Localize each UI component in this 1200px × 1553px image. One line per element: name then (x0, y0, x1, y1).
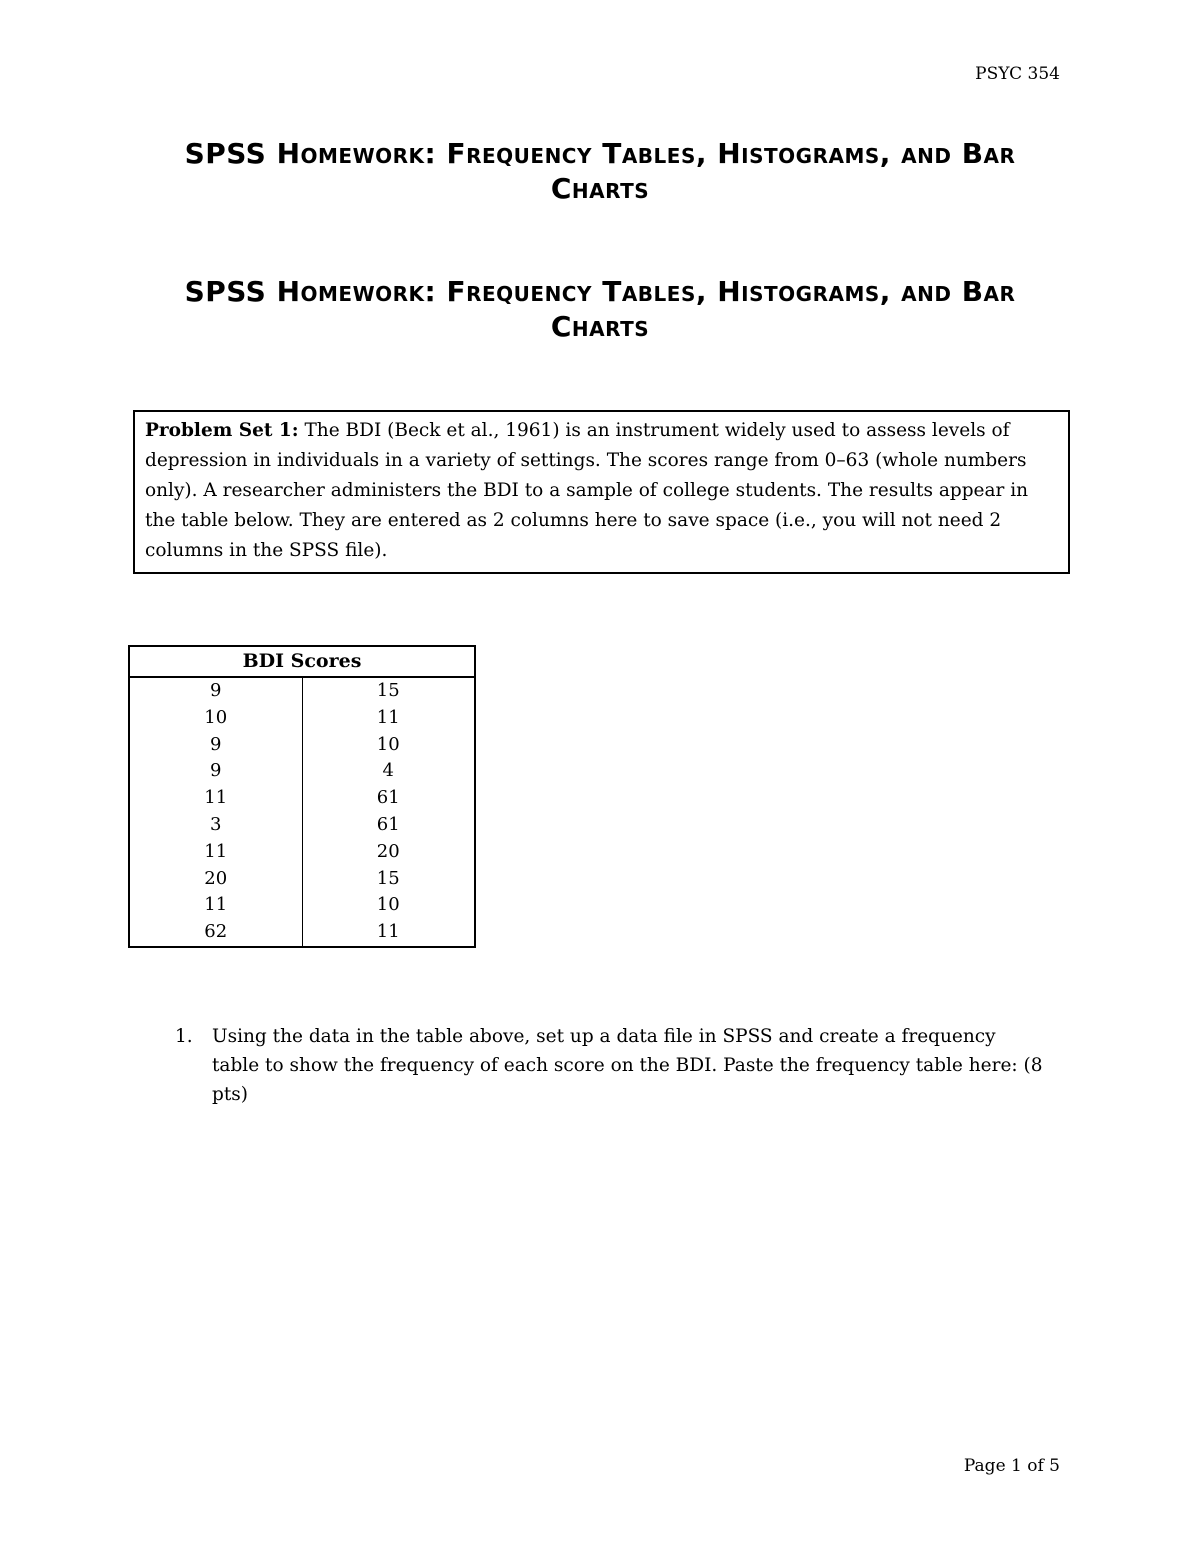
table-row (129, 785, 475, 812)
bdi-score-cell: 4 (382, 760, 394, 782)
document-title-line2: Charts (550, 172, 650, 205)
bdi-score-cell: 61 (376, 813, 400, 835)
bdi-score-cell: 9 (129, 758, 302, 785)
table-row (129, 732, 475, 759)
table-row (129, 812, 475, 839)
bdi-score-cell: 11 (129, 839, 302, 866)
problem-set-text: The BDI (Beck et al., 1961) is an instrument widely used to assess levels of depression in individuals in a variety of settings. The scores range from 0–63 (whole numbers only). A researcher administers the BDI to a sample of college students. The results appear in the table below. They are entered as 2 columns here to save space (i.e., you will not need 2 columns in the SPSS file). (145, 420, 1029, 561)
table-row (129, 892, 475, 919)
bdi-score-cell: 15 (376, 867, 400, 889)
bdi-score-cell: 61 (376, 787, 400, 809)
bdi-score-cell: 10 (129, 705, 302, 732)
table-row (129, 677, 475, 705)
document-title-repeat-line2: Charts (550, 310, 650, 343)
table-row (129, 705, 475, 732)
bdi-score-cell: 9 (129, 732, 302, 759)
bdi-score-cell: 62 (129, 919, 302, 947)
bdi-score-cell: 11 (129, 892, 302, 919)
document-title-line1: SPSS Homework: Frequency Tables, Histograms, and Bar (184, 137, 1016, 170)
bdi-score-cell: 11 (376, 706, 400, 728)
document-title-repeat-line1: SPSS Homework: Frequency Tables, Histograms, and Bar (184, 275, 1016, 308)
question-1-number: 1. (175, 1026, 193, 1047)
problem-set-label: Problem Set 1: (145, 420, 299, 441)
bdi-score-cell: 20 (129, 866, 302, 893)
course-code: PSYC 354 (975, 64, 1060, 84)
table-row (129, 866, 475, 893)
bdi-table-title: BDI Scores (129, 646, 475, 677)
problem-set-box (133, 410, 1070, 574)
document-title-repeat (0, 274, 1200, 344)
bdi-score-cell: 11 (376, 921, 400, 943)
table-row (129, 919, 475, 947)
bdi-score-cell: 9 (129, 677, 302, 705)
bdi-table-header-row (129, 646, 475, 677)
page-number: Page 1 of 5 (963, 1456, 1060, 1476)
table-row (129, 758, 475, 785)
bdi-score-cell: 10 (376, 733, 400, 755)
document-title (0, 136, 1200, 206)
bdi-score-cell: 11 (129, 785, 302, 812)
table-row (129, 839, 475, 866)
bdi-score-cell: 15 (376, 680, 400, 701)
bdi-score-cell: 10 (376, 894, 400, 916)
bdi-score-cell: 3 (129, 812, 302, 839)
question-1 (175, 1022, 1047, 1109)
bdi-score-cell: 20 (376, 840, 400, 862)
question-1-text: Using the data in the table above, set up a data file in SPSS and create a frequency table to show the frequency of each score on the BDI. Paste the frequency table here: (8 pts) (212, 1026, 1043, 1105)
bdi-scores-table (128, 645, 476, 948)
